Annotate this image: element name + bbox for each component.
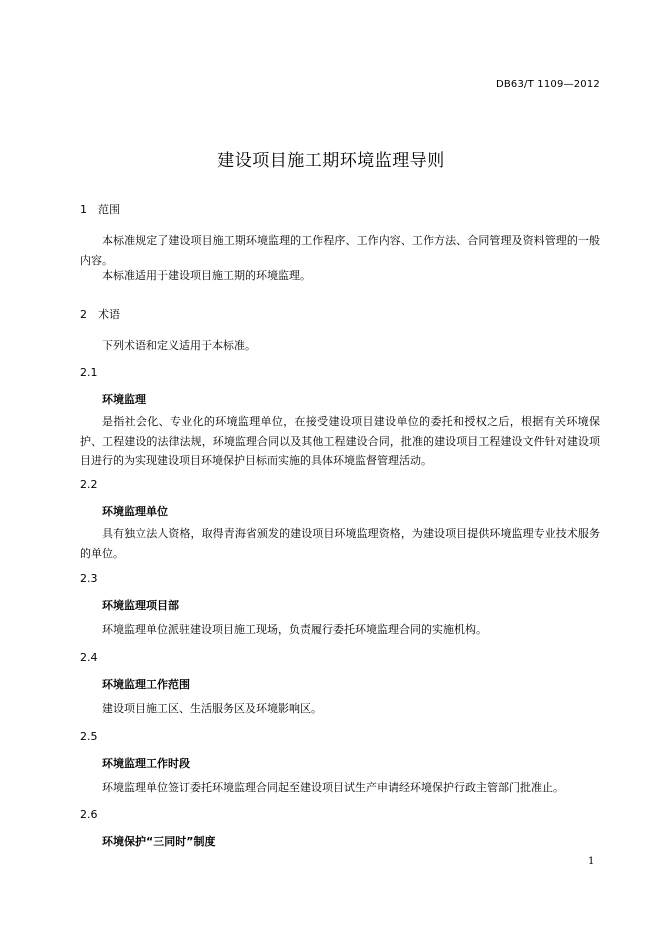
term-number: 2.5 — [80, 730, 98, 743]
term-definition: 建设项目施工区、生活服务区及环境影响区。 — [102, 702, 322, 715]
term-name: 环境监理单位 — [102, 505, 168, 518]
section-number: 1 — [80, 203, 87, 216]
term-number: 2.1 — [80, 366, 98, 379]
section-number: 2 — [80, 308, 87, 321]
term-name: 环境监理项目部 — [102, 599, 179, 612]
term-name: 环境监理工作时段 — [102, 757, 190, 770]
term-definition: 环境监理单位签订委托环境监理合同起至建设项目试生产申请经环境保护行政主管部门批准止。 — [102, 781, 564, 794]
section-title: 范围 — [98, 203, 120, 216]
term-definition: 是指社会化、专业化的环境监理单位，在接受建设项目建设单位的委托和授权之后，根据有关环境保护、工程建设的法律法规，环境监理合同以及其他工程建设合同，批准的建设项目工程建设文件针对建设项目进行的为实现建设项目环境保护目标而实施的具体环境监督管理活动。 — [80, 415, 600, 467]
scope-paragraph-1: 本标准规定了建设项目施工期环境监理的工作程序、工作内容、工作方法、合同管理及资料管理的一般内容。 — [80, 234, 600, 267]
section-1-heading — [80, 201, 120, 217]
section-2-heading — [80, 306, 120, 322]
scope-paragraph-2: 本标准适用于建设项目施工期的环境监理。 — [102, 269, 311, 282]
term-definition: 具有独立法人资格，取得青海省颁发的建设项目环境监理资格，为建设项目提供环境监理专业技术服务的单位。 — [80, 527, 600, 560]
terms-intro-paragraph: 下列术语和定义适用于本标准。 — [102, 339, 256, 352]
document-title: 建设项目施工期环境监理导则 — [217, 151, 445, 171]
term-number: 2.2 — [80, 478, 98, 491]
section-title: 术语 — [98, 308, 120, 321]
term-number: 2.4 — [80, 651, 98, 664]
page-number: 1 — [588, 856, 595, 867]
standard-code: DB63/T 1109—2012 — [495, 79, 600, 90]
term-definition: 环境监理单位派驻建设项目施工现场，负责履行委托环境监理合同的实施机构。 — [102, 623, 487, 636]
term-number: 2.3 — [80, 572, 98, 585]
term-name: 环境监理 — [102, 393, 146, 406]
term-number: 2.6 — [80, 808, 98, 821]
term-name: 环境监理工作范围 — [102, 678, 190, 691]
term-name: 环境保护“三同时”制度 — [102, 835, 216, 848]
